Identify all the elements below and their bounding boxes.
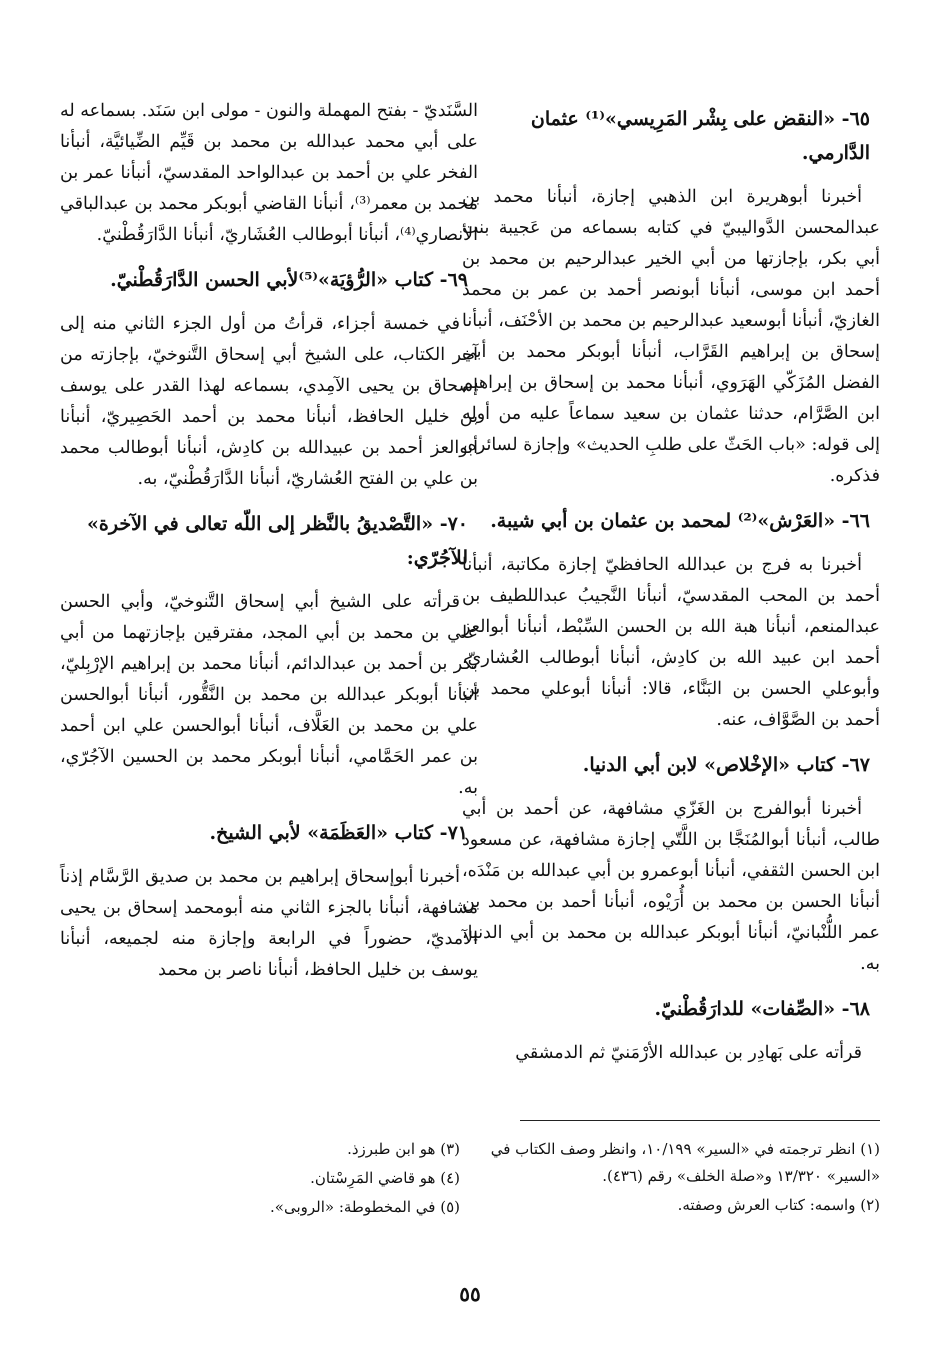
entry-heading-65: ٦٥- «النقض على بِشْر المَرِيسي»⁽¹⁾ عثمان الدَّارمي. [530, 108, 870, 164]
footnote-4: (٤) هو قاضي المَرِسْتان. [310, 1169, 460, 1187]
entry-text-68-continued: السَّنَديّ - بفتح المهملة والنون - مولى ابن سَنَد. بسماعه له على أبي محمد عبدالله بن محمد بن قَيِّم الضِّيائيَّة، أنبأنا الفخر علي بن أحمد بن عبدالواحد المقدسيّ، أنبأنا عمر بن محمد بن معمر⁽³⁾، أنبأنا القاضي أبوبكر محمد بن عبدالباقي الأنصاري⁽⁴⁾، أنبأنا أبوطالب العُشَاريّ، أنبأنا الدَّارَقُطْنيّ. [60, 101, 478, 245]
right-column [462, 96, 880, 1081]
footnote-1: (١) انظر ترجمته في «السير» ١٠/١٩٩، وانظر وصف الكتاب في «السير» ١٣/٣٢٠ و«صلة الخلف» رقم (٤٣٦). [490, 1140, 880, 1185]
entry-heading-68: ٦٨- «الصِّفات» للدارَقُطْنيّ. [654, 998, 870, 1020]
entry-heading-71: ٧١- كتاب «العَظَمَة» لأبي الشيخ. [209, 822, 468, 844]
entry-text-65: أخبرنا أبوهريرة ابن الذهبي إجازة، أنبأنا محمد بن عبدالمحسن الدَّواليبيّ في كتابه بسماعه من عَجيبة بنت أبي بكر، بإجازتها من أبي الخير عبدالرحيم بن محمد بن أحمد ابن موسى، أنبأنا أبونصر أحمد بن عمر بن محمد الغازيّ، أنبأنا أبوسعيد عبدالرحيم بن محمد بن الأحْنَف، أنبأنا إسحاق بن إبراهيم القَرَّاب، أنبأنا أبوبكر محمد بن أبي الفضل المُزَكّي الهَرَوي، أنبأنا محمد بن إسحاق بن إبراهيم ابن الصَّرَّام، حدثنا عثمان بن سعيد سماعاً عليه من أوله إلى قوله: «باب الحَثّ على طلبِ الحديث» وإجازة لسائره، فذكره. [462, 187, 880, 486]
footnotes-right [480, 1136, 880, 1221]
footnotes-left [60, 1136, 460, 1223]
footnote-3: (٣) هو ابن طبرزذ. [347, 1140, 460, 1158]
entry-text-69: في خمسة أجزاء، قرأتُ من أول الجزء الثاني منه إلى آخر الكتاب، على الشيخ أبي إسحاق التَّنوخيّ، بإجازته من إسحاق بن يحيى الآمِدي، بسماعه لهذا القدر على يوسف بن خليل الحافظ، أنبأنا محمد بن أحمد الحَصِيريّ، أنبأنا أبوالعز أحمد بن عبيدالله بن كادِش، أنبأنا أبوطالب محمد بن علي بن الفتح العُشاريّ، أنبأنا الدَّارَقُطْنيّ، به. [60, 314, 478, 489]
entry-heading-70: ٧٠- «التَّصْديقُ بالنَّظر إلى اللّه تعالى في الآخرة» للآجُرّي: [87, 513, 468, 569]
left-column [60, 96, 478, 998]
entry-heading-66: ٦٦- «العَرْش»⁽²⁾ لمحمد بن عثمان بن أبي شيبة. [490, 510, 870, 532]
entry-text-67: أخبرنا أبوالفرج بن الغَزّي مشافهة، عن أحمد بن أبي طالب، أنبأنا أبوالمُنَجَّا بن اللَّتّي إجازة مشافهة، عن مسعود ابن الحسن الثقفي، أنبأنا أبوعمرو بن أبي عبدالله بن مَنْدَه، أنبأنا الحسن بن محمد بن أُرَيْوه، أنبأنا أحمد بن محمد بن عمر اللُّنْبانيّ، أنبأنا أبوبكر عبدالله بن محمد بن أبي الدنيا، به. [462, 799, 880, 974]
entry-text-66: أخبرنا به فرج بن عبدالله الحافظيّ إجازة مكاتبة، أنبأنا أحمد بن المحب المقدسيّ، أنبأنا النَّجيبُ عبداللطيف بن عبدالمنعم، أنبأنا هبة الله بن الحسن السِّبْط، أنبأنا أبوالعز أحمد ابن عبيد الله بن كادِش، أنبأنا أبوطالب العُشاريّ، وأبوعلي الحسن بن البَنَّاء، قالا: أنبأنا أبوعلي محمد بن أحمد بن الصَّوَّاف، عنه. [462, 555, 880, 730]
entry-text-71: أخبرنا أبوإسحاق إبراهيم بن محمد بن صديق الرَّسَّام إذناً مشافهة، أنبأنا بالجزء الثاني منه أبومحمد إسحاق بن يحيى الآمديّ، حضوراً في الرابعة وإجازة منه لجميعه، أنبأنا يوسف بن خليل الحافظ، أنبأنا ناصر بن محمد [60, 867, 478, 980]
entry-text-70: قرأته على الشيخ أبي إسحاق التَّنوخيّ، وأبي الحسن علي بن محمد بن أبي المجد، مفترقين بإجازتهما من أبي بكر بن أحمد بن عبدالدائم، أنبأنا محمد بن إبراهيم الإرْبِليّ، أنبأنا أبوبكر عبدالله بن محمد بن النَّقُّور، أنبأنا أبوالحسن علي بن محمد بن العَلَّاف، أنبأنا أبوالحسن علي ابن أحمد بن عمر الحَمَّامي، أنبأنا أبوبكر محمد بن الحسين الآجُرّي، به. [60, 592, 478, 798]
footnote-separator [520, 1120, 880, 1121]
entry-heading-67: ٦٧- كتاب «الإخْلاص» لابن أبي الدنيا. [582, 754, 870, 776]
entry-heading-69: ٦٩- كتاب «الرُّؤيَة»⁽⁵⁾لأبي الحسن الدَّارَقُطْنيّ. [110, 269, 468, 291]
footnote-2: (٢) واسمه: كتاب العرش وصفته. [677, 1196, 880, 1214]
footnote-5: (٥) في المخطوطة: «الروبى». [270, 1198, 460, 1216]
page-number: ٥٥ [459, 1282, 481, 1306]
entry-text-68: قرأته على بَهادِر بن عبدالله الأرْمَنيّ ثم الدمشقي [515, 1043, 862, 1063]
